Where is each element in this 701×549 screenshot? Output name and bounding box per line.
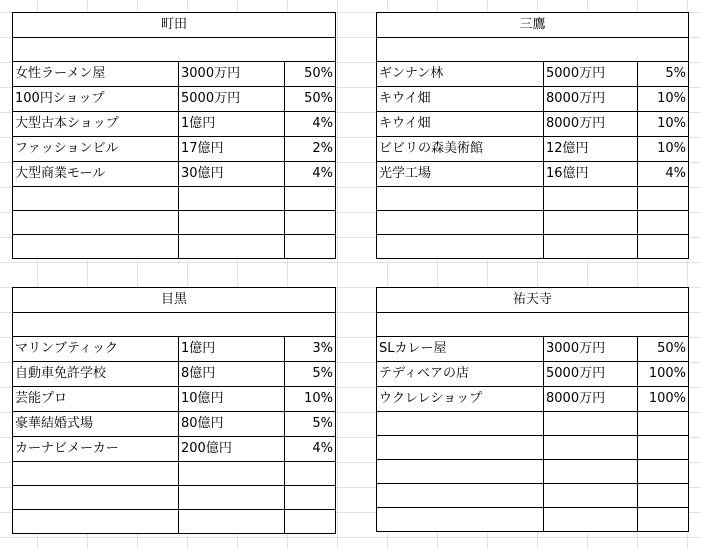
property-name-cell[interactable]: カーナビメーカー (13, 437, 179, 462)
property-name-cell[interactable] (377, 484, 544, 508)
property-name-cell[interactable] (13, 235, 179, 259)
property-name-cell[interactable]: テディベアの店 (377, 362, 544, 387)
price-cell[interactable]: 80億円 (179, 412, 285, 437)
table-row (13, 211, 336, 235)
property-name-cell[interactable]: ギンナン林 (377, 62, 544, 87)
rate-cell[interactable] (285, 486, 336, 510)
rate-cell[interactable] (638, 460, 689, 484)
property-name-cell[interactable] (377, 211, 544, 235)
property-name-cell[interactable]: 100円ショップ (13, 87, 179, 112)
table-row (13, 486, 336, 510)
property-name-cell[interactable]: 自動車免許学校 (13, 362, 179, 387)
area-header-cell[interactable]: 祐天寺 (377, 288, 689, 313)
property-name-cell[interactable] (13, 211, 179, 235)
price-cell[interactable] (544, 484, 638, 508)
rate-cell[interactable]: 3% (285, 337, 336, 362)
price-cell[interactable]: 5000万円 (544, 362, 638, 387)
table-row (377, 337, 689, 362)
table-row (13, 137, 336, 162)
rate-cell[interactable] (285, 187, 336, 211)
price-cell[interactable]: 8000万円 (544, 112, 638, 137)
property-name-cell[interactable] (377, 187, 544, 211)
property-name-cell[interactable]: 豪華結婚式場 (13, 412, 179, 437)
table-row (377, 62, 689, 87)
table-row (377, 187, 689, 211)
table-row (13, 362, 336, 387)
area-header-cell[interactable]: 三鷹 (377, 13, 689, 38)
blank-row-cell[interactable] (377, 313, 689, 337)
price-cell[interactable]: 30億円 (179, 162, 285, 187)
rate-cell[interactable]: 2% (285, 137, 336, 162)
property-name-cell[interactable]: ウクレレショップ (377, 387, 544, 412)
property-name-cell[interactable]: キウイ畑 (377, 112, 544, 137)
property-name-cell[interactable] (377, 508, 544, 532)
property-name-cell[interactable]: 大型商業モール (13, 162, 179, 187)
rate-cell[interactable]: 4% (285, 162, 336, 187)
rate-cell[interactable]: 50% (638, 337, 689, 362)
price-cell[interactable] (544, 460, 638, 484)
property-name-cell[interactable]: SLカレー屋 (377, 337, 544, 362)
rate-cell[interactable] (638, 484, 689, 508)
table-row (13, 510, 336, 534)
table-row (377, 412, 689, 436)
rate-cell[interactable]: 100% (638, 387, 689, 412)
price-cell[interactable] (544, 436, 638, 460)
rate-cell[interactable]: 10% (638, 87, 689, 112)
table-row (377, 460, 689, 484)
property-name-cell[interactable]: マリンブティック (13, 337, 179, 362)
property-name-cell[interactable] (13, 462, 179, 486)
table-row (377, 387, 689, 412)
rate-cell[interactable]: 50% (285, 87, 336, 112)
price-cell[interactable]: 1億円 (179, 337, 285, 362)
property-name-cell[interactable] (13, 486, 179, 510)
price-cell[interactable] (179, 462, 285, 486)
table-row (377, 162, 689, 187)
property-name-cell[interactable]: キウイ畑 (377, 87, 544, 112)
table-row (13, 87, 336, 112)
price-cell[interactable] (179, 486, 285, 510)
area-header-cell[interactable]: 町田 (13, 13, 336, 38)
price-cell[interactable]: 3000万円 (179, 62, 285, 87)
price-cell[interactable]: 17億円 (179, 137, 285, 162)
table-row (13, 387, 336, 412)
rate-cell[interactable]: 100% (638, 362, 689, 387)
price-cell[interactable] (544, 412, 638, 436)
property-table-yutenji (376, 287, 689, 532)
rate-cell[interactable]: 4% (285, 112, 336, 137)
property-name-cell[interactable]: 女性ラーメン屋 (13, 62, 179, 87)
area-header-cell[interactable]: 目黒 (13, 288, 336, 313)
price-cell[interactable] (544, 235, 638, 259)
table-row (13, 62, 336, 87)
property-name-cell[interactable] (377, 235, 544, 259)
table-row (13, 235, 336, 259)
property-name-cell[interactable] (377, 412, 544, 436)
price-cell[interactable]: 5000万円 (179, 87, 285, 112)
property-name-cell[interactable] (13, 187, 179, 211)
table-row (13, 337, 336, 362)
price-cell[interactable]: 1億円 (179, 112, 285, 137)
table-row (377, 235, 689, 259)
property-table-mitaka (376, 12, 689, 259)
rate-cell[interactable] (638, 508, 689, 532)
rate-cell[interactable]: 10% (638, 137, 689, 162)
rate-cell[interactable]: 5% (285, 412, 336, 437)
table-row (13, 437, 336, 462)
rate-cell[interactable]: 10% (638, 112, 689, 137)
table-row (13, 462, 336, 486)
property-name-cell[interactable] (377, 460, 544, 484)
rate-cell[interactable] (638, 412, 689, 436)
price-cell[interactable] (179, 510, 285, 534)
rate-cell[interactable]: 4% (638, 162, 689, 187)
rate-cell[interactable]: 50% (285, 62, 336, 87)
property-name-cell[interactable]: 光学工場 (377, 162, 544, 187)
property-name-cell[interactable]: ビビリの森美術館 (377, 137, 544, 162)
blank-row-cell[interactable] (377, 38, 689, 62)
table-row (377, 508, 689, 532)
table-row (377, 137, 689, 162)
table-row (377, 87, 689, 112)
rate-cell[interactable]: 4% (285, 437, 336, 462)
rate-cell[interactable]: 5% (638, 62, 689, 87)
property-table-machida (12, 12, 336, 259)
price-cell[interactable] (179, 187, 285, 211)
property-table-meguro (12, 287, 336, 534)
property-name-cell[interactable]: 芸能プロ (13, 387, 179, 412)
table-row (13, 412, 336, 437)
price-cell[interactable] (544, 211, 638, 235)
price-cell[interactable] (544, 187, 638, 211)
price-cell[interactable]: 12億円 (544, 137, 638, 162)
table-row (377, 362, 689, 387)
price-cell[interactable]: 8億円 (179, 362, 285, 387)
table-row (377, 436, 689, 460)
price-cell[interactable] (544, 508, 638, 532)
table-row (13, 162, 336, 187)
property-name-cell[interactable] (377, 436, 544, 460)
rate-cell[interactable] (285, 235, 336, 259)
price-cell[interactable]: 8000万円 (544, 387, 638, 412)
rate-cell[interactable]: 10% (285, 387, 336, 412)
blank-row-cell[interactable] (13, 313, 336, 337)
rate-cell[interactable] (638, 235, 689, 259)
price-cell[interactable]: 3000万円 (544, 337, 638, 362)
property-name-cell[interactable]: ファッションビル (13, 137, 179, 162)
property-name-cell[interactable]: 大型古本ショップ (13, 112, 179, 137)
rate-cell[interactable] (285, 462, 336, 486)
property-name-cell[interactable] (13, 510, 179, 534)
rate-cell[interactable] (638, 211, 689, 235)
price-cell[interactable]: 10億円 (179, 387, 285, 412)
blank-row-cell[interactable] (13, 38, 336, 62)
table-row (13, 187, 336, 211)
price-cell[interactable]: 5000万円 (544, 62, 638, 87)
table-row (13, 112, 336, 137)
price-cell[interactable]: 8000万円 (544, 87, 638, 112)
rate-cell[interactable] (638, 187, 689, 211)
rate-cell[interactable]: 5% (285, 362, 336, 387)
rate-cell[interactable] (285, 510, 336, 534)
price-cell[interactable] (179, 235, 285, 259)
table-row (377, 484, 689, 508)
price-cell[interactable]: 16億円 (544, 162, 638, 187)
table-row (377, 112, 689, 137)
price-cell[interactable]: 200億円 (179, 437, 285, 462)
rate-cell[interactable] (285, 211, 336, 235)
price-cell[interactable] (179, 211, 285, 235)
rate-cell[interactable] (638, 436, 689, 460)
table-row (377, 211, 689, 235)
